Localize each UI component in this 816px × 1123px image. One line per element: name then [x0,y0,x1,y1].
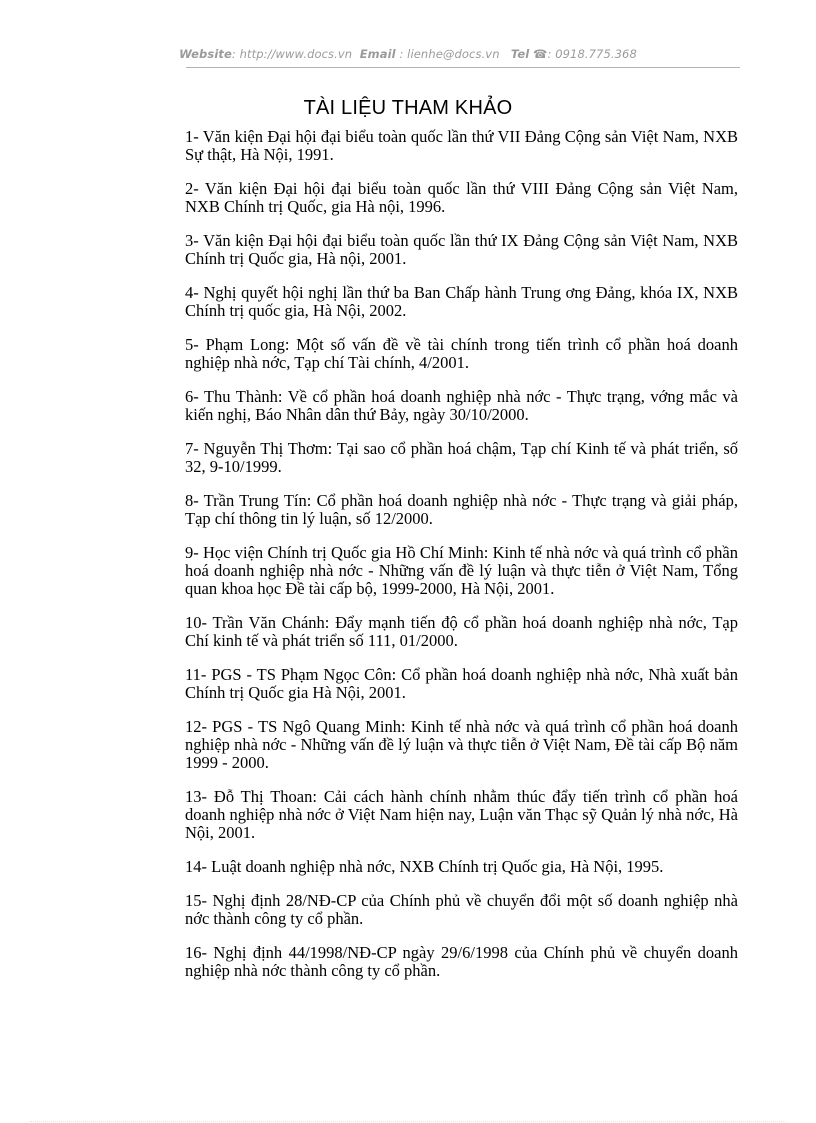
reference-item: 1- Văn kiện Đại hội đại biểu toàn quốc lần thứ VII Đảng Cộng sản Việt Nam, NXB Sự thật, Hà Nội, 1991. [185,127,738,164]
reference-item: 6- Thu Thành: Về cổ phần hoá doanh nghiệp nhà nớc - Thực trạng, vớng mắc và kiến nghị, Báo Nhân dân thứ Bảy, ngày 30/10/2000. [185,387,738,424]
reference-item: 4- Nghị quyết hội nghị lần thứ ba Ban Chấp hành Trung ơng Đảng, khóa IX, NXB Chính trị quốc gia, Hà Nội, 2002. [185,283,738,320]
reference-list [185,128,738,996]
email-label: Email [359,47,396,61]
reference-item: 11- PGS - TS Phạm Ngọc Côn: Cổ phần hoá doanh nghiệp nhà nớc, Nhà xuất bản Chính trị Quốc gia Hà Nội, 2001. [185,665,738,702]
reference-item: 5- Phạm Long: Một số vấn đề về tài chính trong tiến trình cổ phần hoá doanh nghiệp nhà nớc, Tạp chí Tài chính, 4/2001. [185,335,738,372]
reference-item: 15- Nghị định 28/NĐ-CP của Chính phủ về chuyển đổi một số doanh nghiệp nhà nớc thành công ty cổ phần. [185,891,738,928]
reference-item: 12- PGS - TS Ngô Quang Minh: Kinh tế nhà nớc và quá trình cổ phần hoá doanh nghiệp nhà nớc - Những vấn đề lý luận và thực tiễn ở Việt Nam, Đề tài cấp Bộ năm 1999 - 2000. [185,717,738,772]
reference-item: 13- Đỗ Thị Thoan: Cải cách hành chính nhằm thúc đẩy tiến trình cổ phần hoá doanh nghiệp nhà nớc ở Việt Nam hiện nay, Luận văn Thạc sỹ Quản lý nhà nớc, Hà Nội, 2001. [185,787,738,842]
email-value[interactable]: : lienhe@docs.vn [399,47,500,61]
reference-item: 8- Trần Trung Tín: Cổ phần hoá doanh nghiệp nhà nớc - Thực trạng và giải pháp, Tạp chí thông tin lý luận, số 12/2000. [185,491,738,528]
website-label: Website [179,47,232,61]
reference-item: 14- Luật doanh nghiệp nhà nớc, NXB Chính trị Quốc gia, Hà Nội, 1995. [185,857,664,876]
reference-item: 3- Văn kiện Đại hội đại biểu toàn quốc lần thứ IX Đảng Cộng sản Việt Nam, NXB Chính trị Quốc gia, Hà nội, 2001. [185,231,738,268]
page-header [0,47,816,61]
reference-item: 16- Nghị định 44/1998/NĐ-CP ngày 29/6/1998 của Chính phủ về chuyển doanh nghiệp nhà nớc thành công ty cổ phần. [185,943,738,980]
website-value[interactable]: : http://www.docs.vn [231,47,353,61]
tel-value: ☎: 0918.775.368 [533,47,637,61]
footer-divider [30,1121,786,1122]
page-title: TÀI LIỆU THAM KHẢO [303,97,513,119]
reference-item: 9- Học viện Chính trị Quốc gia Hồ Chí Minh: Kinh tế nhà nớc và quá trình cổ phần hoá doanh nghiệp nhà nớc - Những vấn đề lý luận và thực tiễn ở Việt Nam, Tổng quan khoa học Đề tài cấp bộ, 1999-2000, Hà Nội, 2001. [185,543,738,598]
header-divider [186,67,740,68]
tel-label: Tel [510,47,530,61]
reference-item: 10- Trần Văn Chánh: Đẩy mạnh tiến độ cổ phần hoá doanh nghiệp nhà nớc, Tạp Chí kinh tế và phát triển số 111, 01/2000. [185,613,738,650]
reference-item: 2- Văn kiện Đại hội đại biểu toàn quốc lần thứ VIII Đảng Cộng sản Việt Nam, NXB Chính trị Quốc, gia Hà nội, 1996. [185,179,738,216]
reference-item: 7- Nguyễn Thị Thơm: Tại sao cổ phần hoá chậm, Tạp chí Kinh tế và phát triển, số 32, 9-10/1999. [185,439,738,476]
